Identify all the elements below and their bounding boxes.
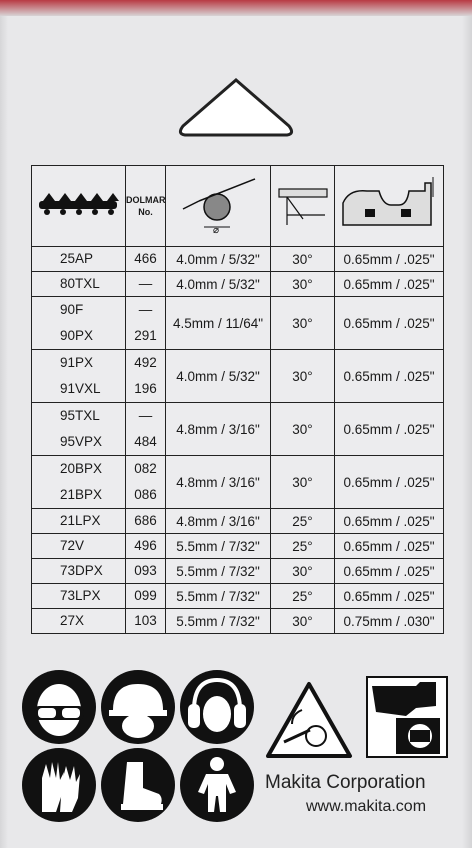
angle-cell: 30°: [271, 272, 335, 297]
model-cell-value: 25AP: [60, 251, 94, 266]
model-cell: [32, 350, 126, 403]
gauge-cell: 0.65mm / .025": [335, 350, 444, 403]
chain-spec-table: [31, 165, 444, 634]
protective-clothing-icon: [180, 748, 254, 822]
size-cell: 4.0mm / 5/32": [166, 350, 271, 403]
model-cell-value: 20BPX: [60, 461, 103, 476]
dolmar-cell-value: —: [138, 408, 153, 423]
dolmar-cell-value: 086: [134, 487, 157, 502]
angle-cell: 30°: [271, 403, 335, 456]
dolmar-cell: [126, 403, 166, 456]
size-cell: 4.0mm / 5/32": [166, 247, 271, 272]
dolmar-cell-value: 484: [134, 434, 157, 449]
angle-cell: 25°: [271, 509, 335, 534]
dolmar-cell-value: 196: [134, 381, 157, 396]
dolmar-cell: [126, 247, 166, 272]
model-cell: [32, 456, 126, 509]
model-cell: [32, 584, 126, 609]
size-cell: 4.5mm / 11/64": [166, 297, 271, 350]
model-cell-value: 90F: [60, 302, 84, 317]
size-cell: 4.8mm / 3/16": [166, 403, 271, 456]
safety-boots-icon: [101, 748, 175, 822]
angle-cell: 30°: [271, 609, 335, 634]
depth-gauge-icon: [335, 166, 444, 247]
dolmar-cell-value: 291: [134, 328, 157, 343]
angle-cell: 30°: [271, 297, 335, 350]
model-cell-value: 91PX: [60, 355, 94, 370]
model-cell: [32, 272, 126, 297]
model-cell-value: 91VXL: [60, 381, 101, 396]
dolmar-cell-value: 686: [134, 513, 157, 528]
model-cell: [32, 247, 126, 272]
size-cell: 5.5mm / 7/32": [166, 584, 271, 609]
company-name: Makita Corporation: [265, 772, 426, 793]
model-cell-value: 27X: [60, 613, 85, 628]
table-row: [32, 534, 444, 559]
angle-cell: 30°: [271, 247, 335, 272]
model-cell-value: 90PX: [60, 328, 94, 343]
model-cell-value: 95VPX: [60, 434, 103, 449]
dolmar-cell-value: 492: [134, 355, 157, 370]
dolmar-cell-value: —: [138, 276, 153, 291]
gloves-icon: [22, 748, 96, 822]
model-cell-value: 73DPX: [60, 563, 103, 578]
angle-cell: 25°: [271, 584, 335, 609]
angle-cell: 30°: [271, 559, 335, 584]
dolmar-cell: [126, 350, 166, 403]
size-cell: 5.5mm / 7/32": [166, 534, 271, 559]
gauge-cell: 0.65mm / .025": [335, 247, 444, 272]
dolmar-cell: [126, 559, 166, 584]
model-cell-value: 21LPX: [60, 513, 101, 528]
dolmar-cell-value: 466: [134, 251, 157, 266]
gauge-cell: 0.65mm / .025": [335, 509, 444, 534]
gauge-cell: 0.65mm / .025": [335, 456, 444, 509]
ear-protection-icon: [180, 670, 254, 744]
angle-cell: 30°: [271, 456, 335, 509]
svg-text:⌀: ⌀: [213, 224, 220, 235]
gauge-cell: 0.65mm / .025": [335, 403, 444, 456]
file-diameter-icon: [166, 166, 271, 247]
chainsaw-use-icon: [366, 676, 448, 758]
table-row: [32, 584, 444, 609]
dolmar-cell-value: 099: [134, 588, 157, 603]
dolmar-cell: [126, 297, 166, 350]
dolmar-cell: [126, 509, 166, 534]
model-cell: [32, 403, 126, 456]
model-cell-value: 73LPX: [60, 588, 101, 603]
size-cell: 4.8mm / 3/16": [166, 456, 271, 509]
safety-glasses-icon: [22, 670, 96, 744]
dolmar-cell-value: 496: [134, 538, 157, 553]
filing-angle-icon: [271, 166, 335, 247]
angle-cell: 25°: [271, 534, 335, 559]
size-cell: 4.8mm / 3/16": [166, 509, 271, 534]
model-cell-value: 80TXL: [60, 276, 100, 291]
model-cell: [32, 297, 126, 350]
model-cell: [32, 559, 126, 584]
dolmar-cell-value: 093: [134, 563, 157, 578]
dolmar-cell: [126, 609, 166, 634]
table-row: [32, 559, 444, 584]
dolmar-cell-value: 082: [134, 461, 157, 476]
dolmar-cell-value: —: [138, 302, 153, 317]
gauge-cell: 0.65mm / .025": [335, 584, 444, 609]
angle-cell: 30°: [271, 350, 335, 403]
size-cell: 5.5mm / 7/32": [166, 559, 271, 584]
dolmar-cell: [126, 534, 166, 559]
gauge-cell: 0.65mm / .025": [335, 272, 444, 297]
table-row: [32, 456, 444, 509]
gauge-cell: 0.65mm / .025": [335, 297, 444, 350]
model-cell: [32, 509, 126, 534]
dolmar-header-line1: DOLMAR: [126, 195, 166, 205]
model-cell-value: 72V: [60, 538, 85, 553]
table-row: [32, 403, 444, 456]
table-row: [32, 297, 444, 350]
dolmar-cell: [126, 272, 166, 297]
dolmar-header-line2: No.: [138, 207, 153, 217]
dolmar-cell-value: 103: [134, 613, 157, 628]
dolmar-cell: [126, 584, 166, 609]
hard-hat-icon: [101, 670, 175, 744]
table-row: [32, 609, 444, 634]
table-row: [32, 509, 444, 534]
dolmar-header: [126, 166, 166, 247]
kickback-warning-icon: [264, 680, 354, 760]
model-cell: [32, 609, 126, 634]
gauge-cell: 0.65mm / .025": [335, 534, 444, 559]
table-row: [32, 350, 444, 403]
dolmar-cell: [126, 456, 166, 509]
model-cell-value: 95TXL: [60, 408, 100, 423]
model-cell: [32, 534, 126, 559]
size-cell: 4.0mm / 5/32": [166, 272, 271, 297]
table-row: [32, 247, 444, 272]
size-cell: 5.5mm / 7/32": [166, 609, 271, 634]
company-url: www.makita.com: [306, 798, 427, 815]
gauge-cell: 0.75mm / .030": [335, 609, 444, 634]
table-header-row: [32, 166, 444, 247]
table-row: [32, 272, 444, 297]
gauge-cell: 0.65mm / .025": [335, 559, 444, 584]
chain-icon: [32, 166, 126, 247]
model-cell-value: 21BPX: [60, 487, 103, 502]
hang-hole: [0, 0, 472, 150]
